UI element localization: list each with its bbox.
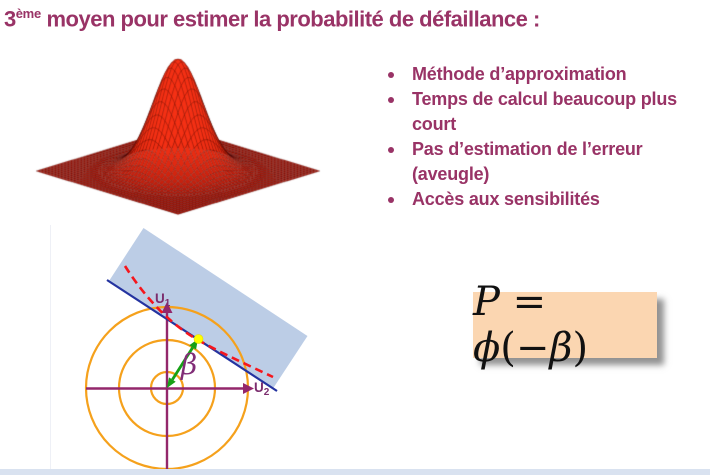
beta-label: β — [181, 348, 198, 381]
bullet-text: Temps de calcul beaucoup plus court — [412, 89, 677, 134]
u1-axis-label: $U_1$ — [155, 291, 171, 309]
bullet-dot — [388, 147, 394, 153]
design-point — [194, 335, 203, 344]
bullet-item — [381, 137, 707, 187]
bullet-text: Accès aux sensibilités — [412, 189, 600, 209]
bullet-item — [381, 187, 707, 212]
bullet-list — [381, 62, 707, 212]
bullet-item — [381, 87, 707, 137]
u2-axis-label: $U_2$ — [254, 380, 270, 398]
bullet-dot — [388, 197, 394, 203]
form-diagram — [50, 225, 391, 471]
title-text: moyen pour estimer la probabilité de défaillance : — [40, 6, 540, 32]
title-superscript: ème — [15, 6, 41, 21]
bullet-item — [381, 62, 707, 87]
formula-text: P = ϕ(−β) — [473, 279, 589, 371]
footer-band — [0, 469, 710, 475]
slide-title — [4, 6, 540, 32]
title-prefix: 3 — [4, 6, 16, 32]
failure-probability-formula — [473, 279, 657, 371]
gaussian-surface-canvas — [30, 52, 370, 230]
bullet-dot — [388, 97, 394, 103]
bullet-text: Pas d’estimation de l’erreur (aveugle) — [412, 139, 643, 184]
bullet-dot — [388, 72, 394, 78]
bullet-text: Méthode d’approximation — [412, 64, 627, 84]
